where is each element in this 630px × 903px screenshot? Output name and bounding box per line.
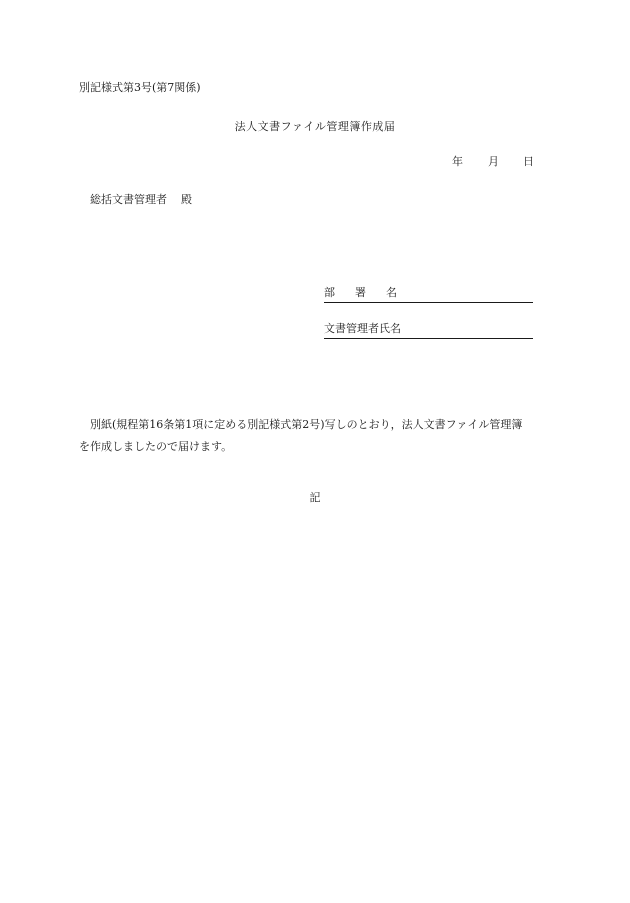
body-line-2: を作成しましたので届けます。 <box>79 440 233 453</box>
body-line-1: 別紙(規程第16条第1項に定める別記様式第2号)写しのとおり，法人文書ファイル管理簿 <box>90 418 523 431</box>
ki-heading: 記 <box>309 491 321 504</box>
document-title: 法人文書ファイル管理簿作成届 <box>234 120 396 133</box>
date-day-label: 日 <box>523 155 534 168</box>
department-name-field <box>324 285 533 303</box>
body-paragraph <box>79 414 549 458</box>
date-month-label: 月 <box>488 155 499 168</box>
officer-name-label: 文書管理者氏名 <box>324 322 401 335</box>
officer-name-field <box>324 321 533 339</box>
date-year-label: 年 <box>452 155 463 168</box>
addressee <box>90 192 192 209</box>
addressee-name: 総括文書管理者 <box>90 193 167 206</box>
addressee-honorific: 殿 <box>181 193 192 206</box>
department-label: 部 署 名 <box>324 286 397 299</box>
form-number: 別記様式第3号(第7関係) <box>79 81 201 94</box>
